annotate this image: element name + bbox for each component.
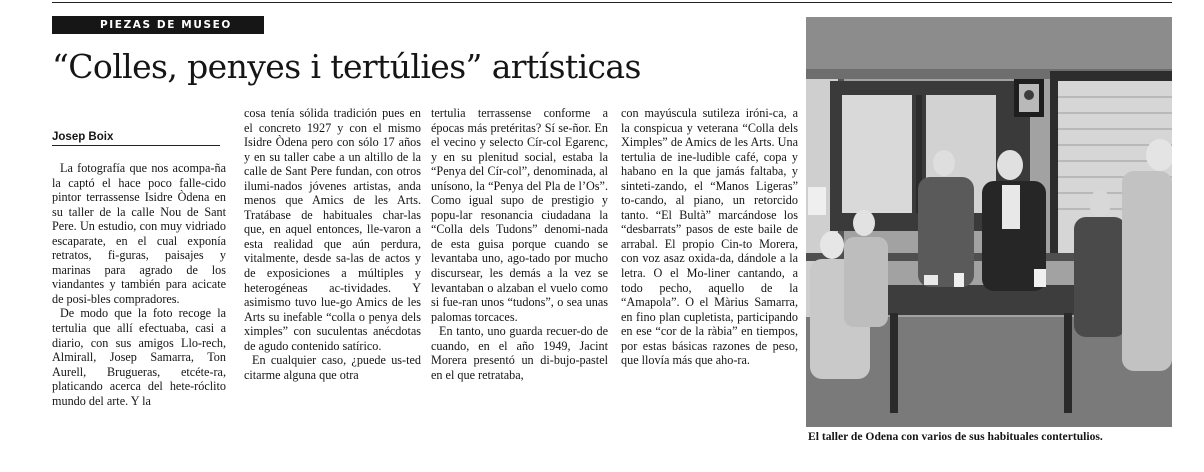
article-title: “Colles, penyes i tertúlies” artísticas (52, 47, 641, 86)
paragraph: La fotografía que nos acompa-ña la captó el hace poco falle-cido pintor terrassense Isidre Òdena en su taller de la calle Nou de Sant Pere. Un estudio, con muy vidriado escaparate, en el cual exponía retratos, fi-guras, paisajes y marinas para agrado de los viandantes y también para acicate de posi-bles compradores. (52, 161, 226, 306)
text-column-2 (244, 106, 421, 382)
paragraph: En tanto, uno guarda recuer-do de cuando, en el año 1949, Jacint Morera presentó un di-bujo-pastel en el que retrataba, (431, 324, 608, 382)
article-photo (806, 17, 1172, 427)
top-rule (52, 2, 1172, 3)
text-column-1 (52, 161, 226, 408)
paragraph: De modo que la foto recoge la tertulia que allí efectuaba, casi a diario, con sus amigos Llo-rech, Almirall, Josep Samarra, Ton Aurell, Brugueras, etcéte-ra, platicando acerca del hete-róclito mundo del arte. Y la (52, 306, 226, 408)
text-column-4 (621, 106, 798, 368)
paragraph: En cualquier caso, ¿puede us-ted citarme alguna que otra (244, 353, 421, 382)
paragraph: con mayúscula sutileza iróni-ca, a la conspicua y veterana “Colla dels Ximples” de Amics de les Arts. Una tertulia de ine-ludible café, copa y habano en la que jamás faltaba, y sinteti-zando, el “Manos Ligeras” to-cando, al piano, un retorcido tanto. “El Bultà” marcándose los “desbarrats” pasos de este baile de arrabal. El propio Cin-to Morera, con voz asaz oxida-da, dándole a la letra. O el Mo-liner cantando, a todo pecho, aquello de la “Amapola”. O el Màrius Samarra, en fino plan cupletista, participando en ese “cor de la ràbia” en tiempos, por estas básicas razones de peso, que llovía más que aho-ra. (621, 106, 798, 368)
photo-illustration (806, 17, 1172, 427)
text-column-3 (431, 106, 608, 382)
photo-caption: El taller de Odena con varios de sus habituales contertulios. (808, 430, 1103, 443)
author-byline: Josep Boix (52, 131, 220, 146)
paragraph: tertulia terrassense conforme a épocas más pretéritas? Sí se-ñor. En el vecino y selecto Cír-col Egarenc, y en su plenitud social, estaba la “Penya del Cír-col”, denominada, al unísono, la “Penya del Pla de l’Os”. Como igual supo de prestigio y popu-lar resonancia ciudadana la “Colla dels Tudons” denomi-nada de esta guisa porque cuando se levantaba uno, ago-tado por mucho discursear, les demás a la vez se levantaban o alzaban el vuelo como si fue-ran unos “tudons”, o sea unas palomas torcaces. (431, 106, 608, 324)
paragraph: cosa tenía sólida tradición pues en el concreto 1927 y con el mismo Isidre Òdena pero con sólo 17 años y en su taller cabe a un altillo de la calle de Sant Pere fundan, con otros ilumi-nados jóvenes artistas, anda menos que Amics de les Arts. Tratábase de habituales char-las que, en aquel entonces, lle-varon a esta realidad que aún perdura, vitalmente, desde sa-las de actos y de exposiciones a múltiples y heterogéneas ac-tividades. Y asimismo tuvo lue-go Amics de les Arts su inefable “colla o penya dels ximples” con suculentas anécdotas de agudo contenido satírico. (244, 106, 421, 353)
section-tag: PIEZAS DE MUSEO (52, 16, 264, 34)
